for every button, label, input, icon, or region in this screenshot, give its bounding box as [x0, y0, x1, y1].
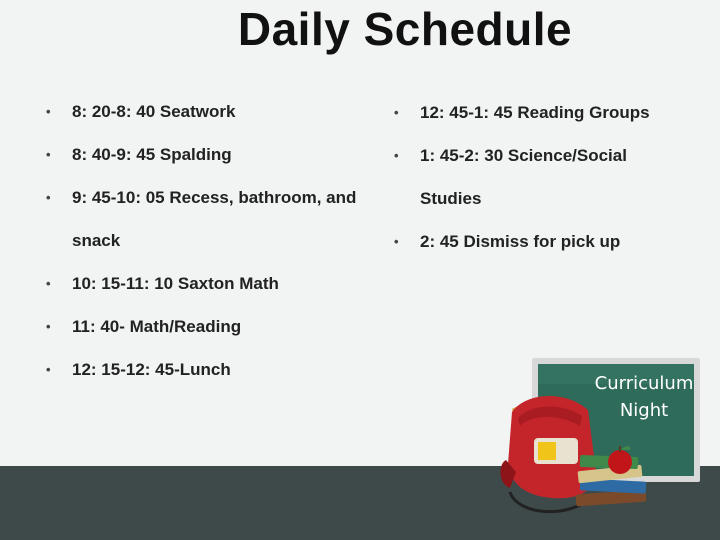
list-item: [394, 231, 694, 252]
list-item: [394, 102, 694, 123]
list-item-text: 8: 20-8: 40 Seatwork: [72, 102, 236, 121]
bullet-icon: •: [46, 276, 51, 291]
list-item-text: 9: 45-10: 05 Recess, bathroom, and: [72, 188, 357, 207]
list-item: [394, 145, 694, 209]
bullet-icon: •: [394, 234, 399, 249]
bullet-icon: •: [46, 147, 51, 162]
list-item: [46, 187, 386, 251]
list-item-continuation: snack: [72, 231, 121, 250]
bullet-icon: •: [46, 319, 51, 334]
bullet-icon: •: [46, 104, 51, 119]
list-item-text: 1: 45-2: 30 Science/Social: [420, 146, 627, 165]
schedule-list-left: [46, 101, 386, 402]
schedule-list-right: [394, 102, 694, 274]
list-item: [46, 101, 386, 122]
list-item-text: 10: 15-11: 10 Saxton Math: [72, 274, 279, 293]
list-item-text: 2: 45 Dismiss for pick up: [420, 232, 621, 251]
chalkboard-label-line1: Curriculum: [594, 373, 694, 394]
list-item-continuation: Studies: [420, 189, 482, 208]
list-item-text: 8: 40-9: 45 Spalding: [72, 145, 232, 164]
bullet-icon: •: [46, 362, 51, 377]
chalkboard-label-line2: Night: [619, 400, 669, 421]
list-item-text: 12: 45-1: 45 Reading Groups: [420, 103, 650, 122]
bullet-icon: •: [46, 190, 51, 205]
list-item: [46, 273, 386, 294]
list-item: [46, 144, 386, 165]
page-title: Daily Schedule: [237, 3, 573, 55]
list-item-text: 12: 15-12: 45-Lunch: [72, 360, 231, 379]
bullet-icon: •: [394, 105, 399, 120]
list-item-text: 11: 40- Math/Reading: [72, 317, 242, 336]
bullet-icon: •: [394, 148, 399, 163]
chalkboard-label: [586, 370, 702, 424]
list-item: [46, 316, 386, 337]
list-item: [46, 359, 386, 380]
